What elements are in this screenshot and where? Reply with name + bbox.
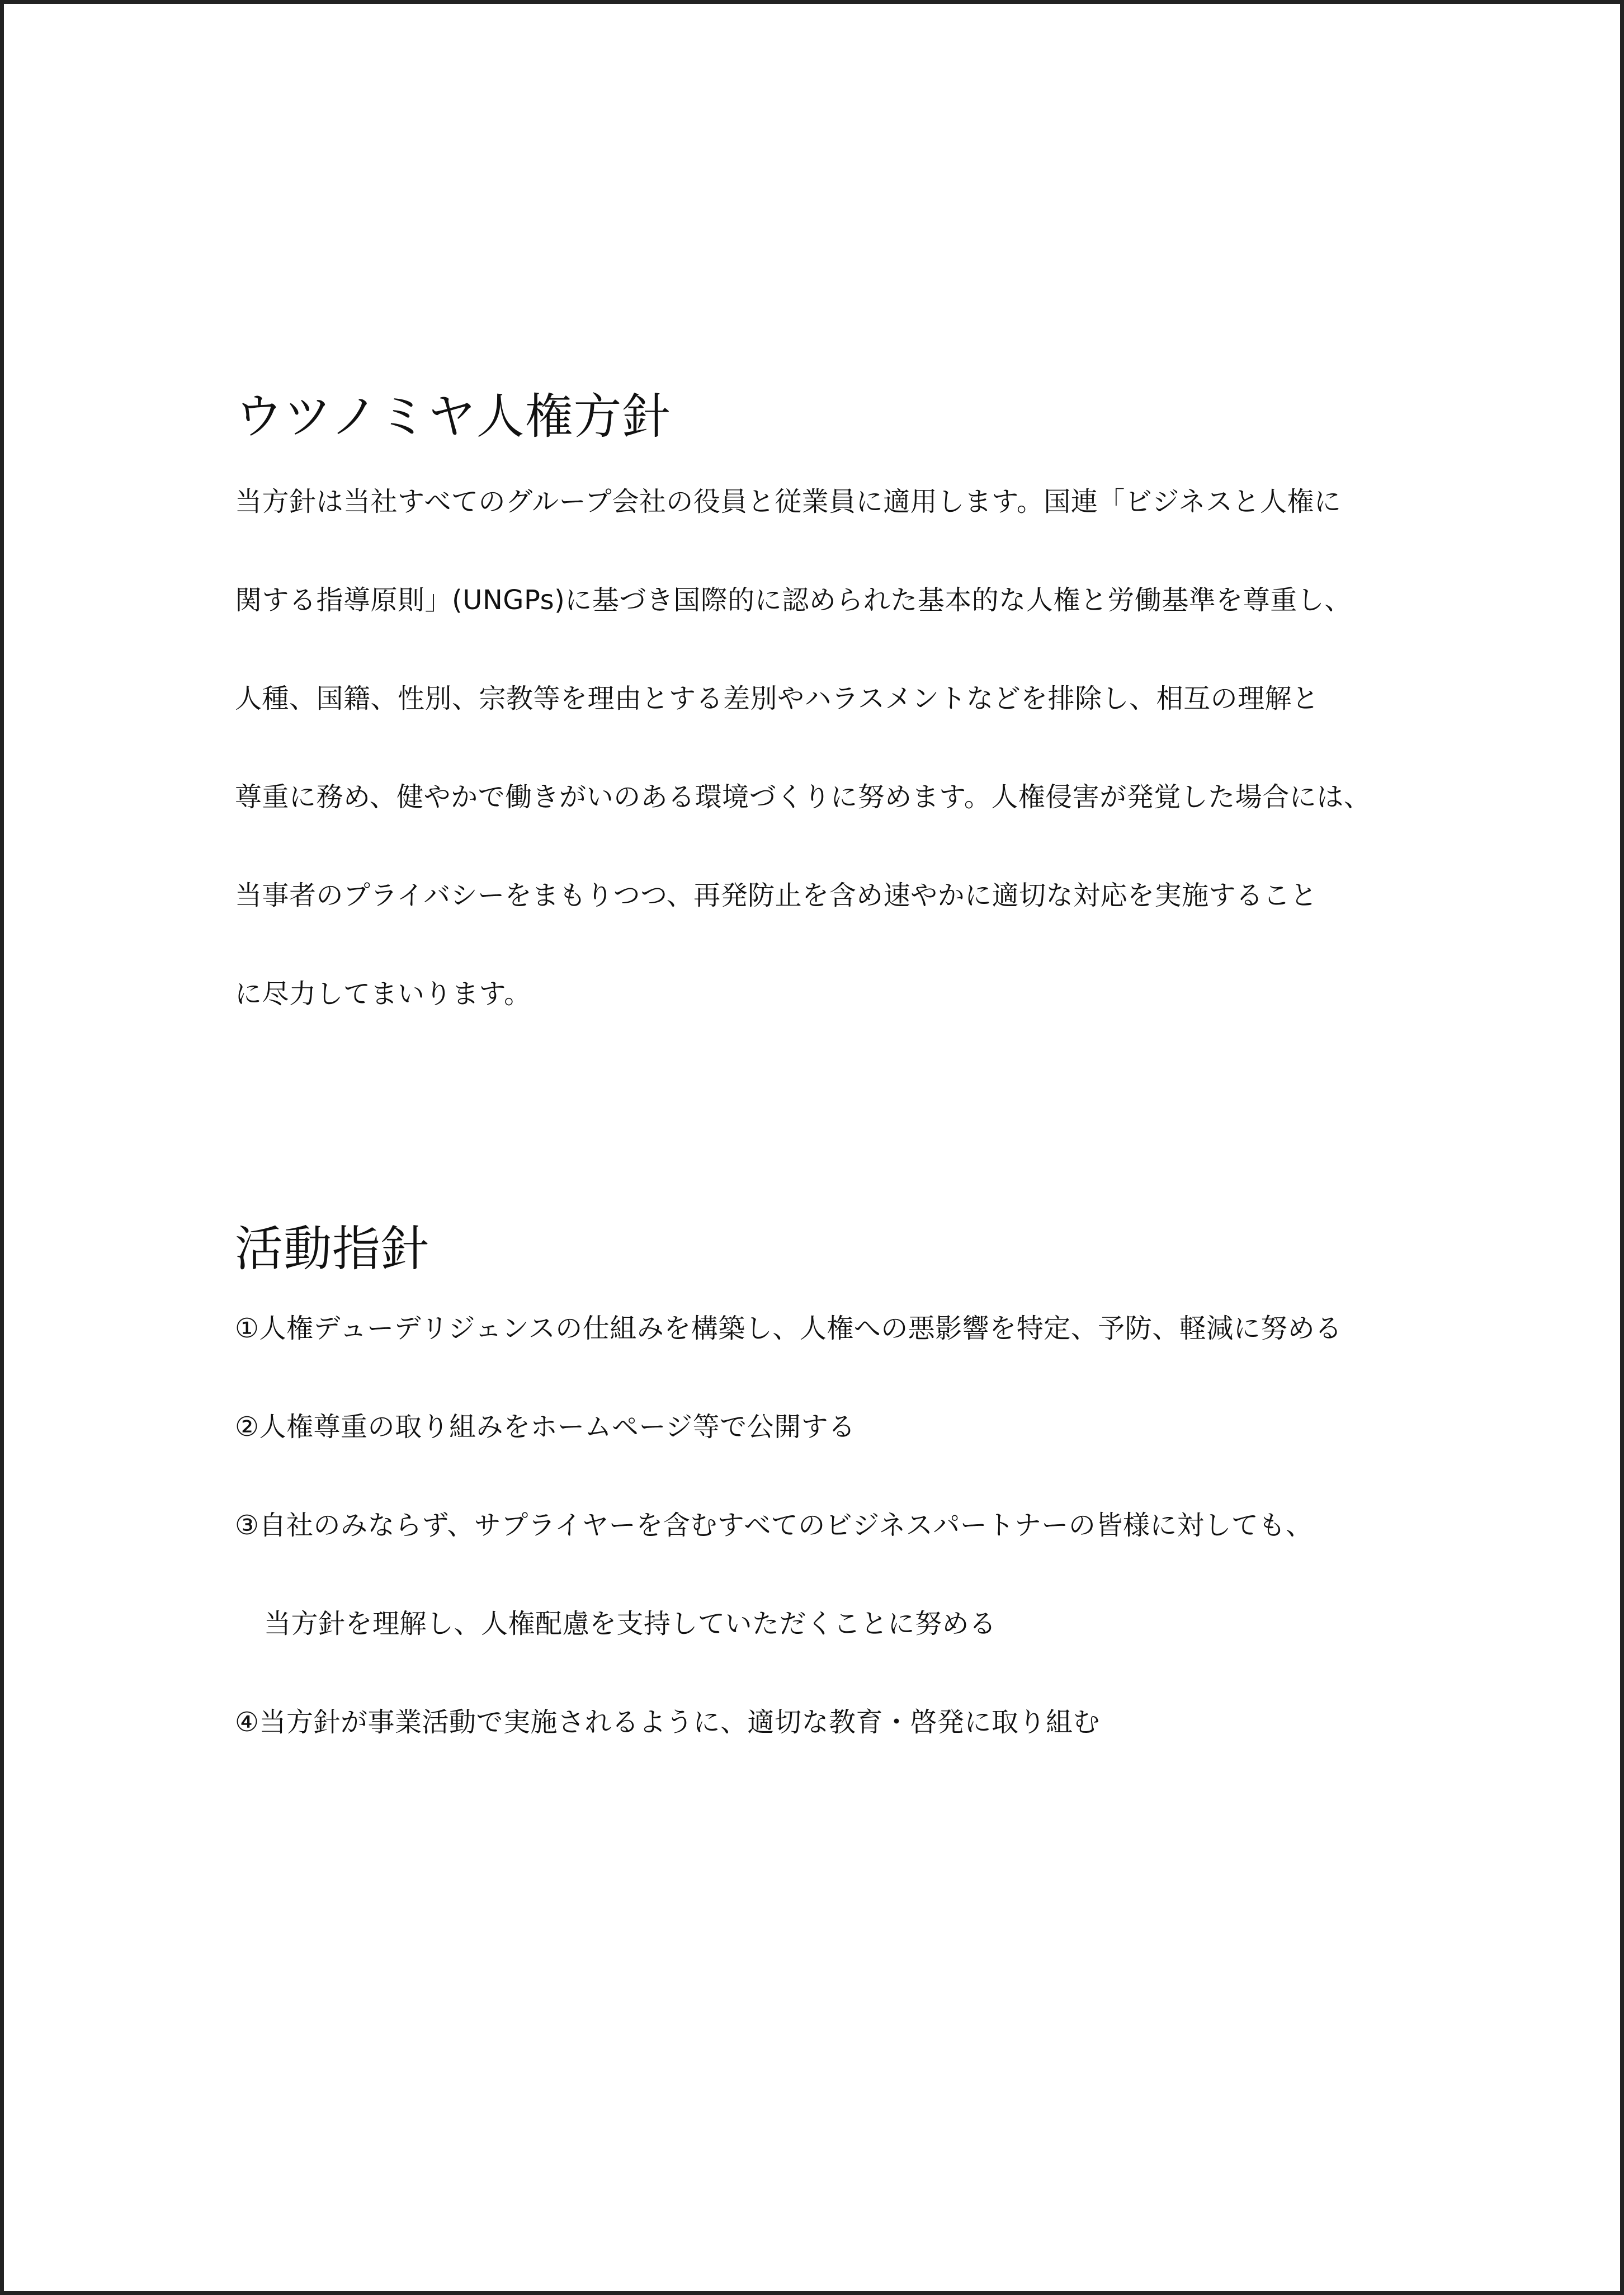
policy-line-5: 当事者のプライバシーをまもりつつ、再発防止を含め速やかに適切な対応を実施すること bbox=[235, 880, 1318, 911]
guideline-item-4: ④当方針が事業活動で実施されるように、適切な教育・啓発に取り組む bbox=[235, 1707, 1101, 1738]
policy-line-2: 関する指導原則」(UNGPs)に基づき国際的に認められた基本的な人権と労働基準を尊重し、 bbox=[235, 585, 1352, 616]
policy-title: ウツノミヤ人権方針 bbox=[235, 389, 671, 445]
guideline-item-3: ③自社のみならず、サプライヤーを含むすべてのビジネスパートナーの皆様に対しても、 bbox=[235, 1510, 1313, 1541]
document-content bbox=[235, 386, 1465, 1801]
guideline-item-2: ②人権尊重の取り組みをホームページ等で公開する bbox=[235, 1411, 856, 1443]
policy-body bbox=[235, 482, 1465, 1014]
policy-line-6: に尽力してまいります。 bbox=[235, 978, 531, 1010]
policy-line-3: 人種、国籍、性別、宗教等を理由とする差別やハラスメントなどを排除し、相互の理解と bbox=[235, 683, 1319, 714]
policy-line-1: 当方針は当社すべてのグループ会社の役員と従業員に適用します。国連「ビジネスと人権に bbox=[235, 486, 1342, 517]
activity-guidelines bbox=[235, 1309, 1465, 1742]
guideline-item-1: ①人権デューデリジェンスの仕組みを構築し、人権への悪影響を特定、予防、軽減に努める bbox=[235, 1313, 1342, 1344]
guidelines-title: 活動指針 bbox=[235, 1221, 429, 1277]
policy-line-4: 尊重に務め、健やかで働きがいのある環境づくりに努めます。人権侵害が発覚した場合には、 bbox=[235, 781, 1371, 813]
guideline-item-3-continuation: 当方針を理解し、人権配慮を支持していただくことに努める bbox=[264, 1608, 997, 1639]
